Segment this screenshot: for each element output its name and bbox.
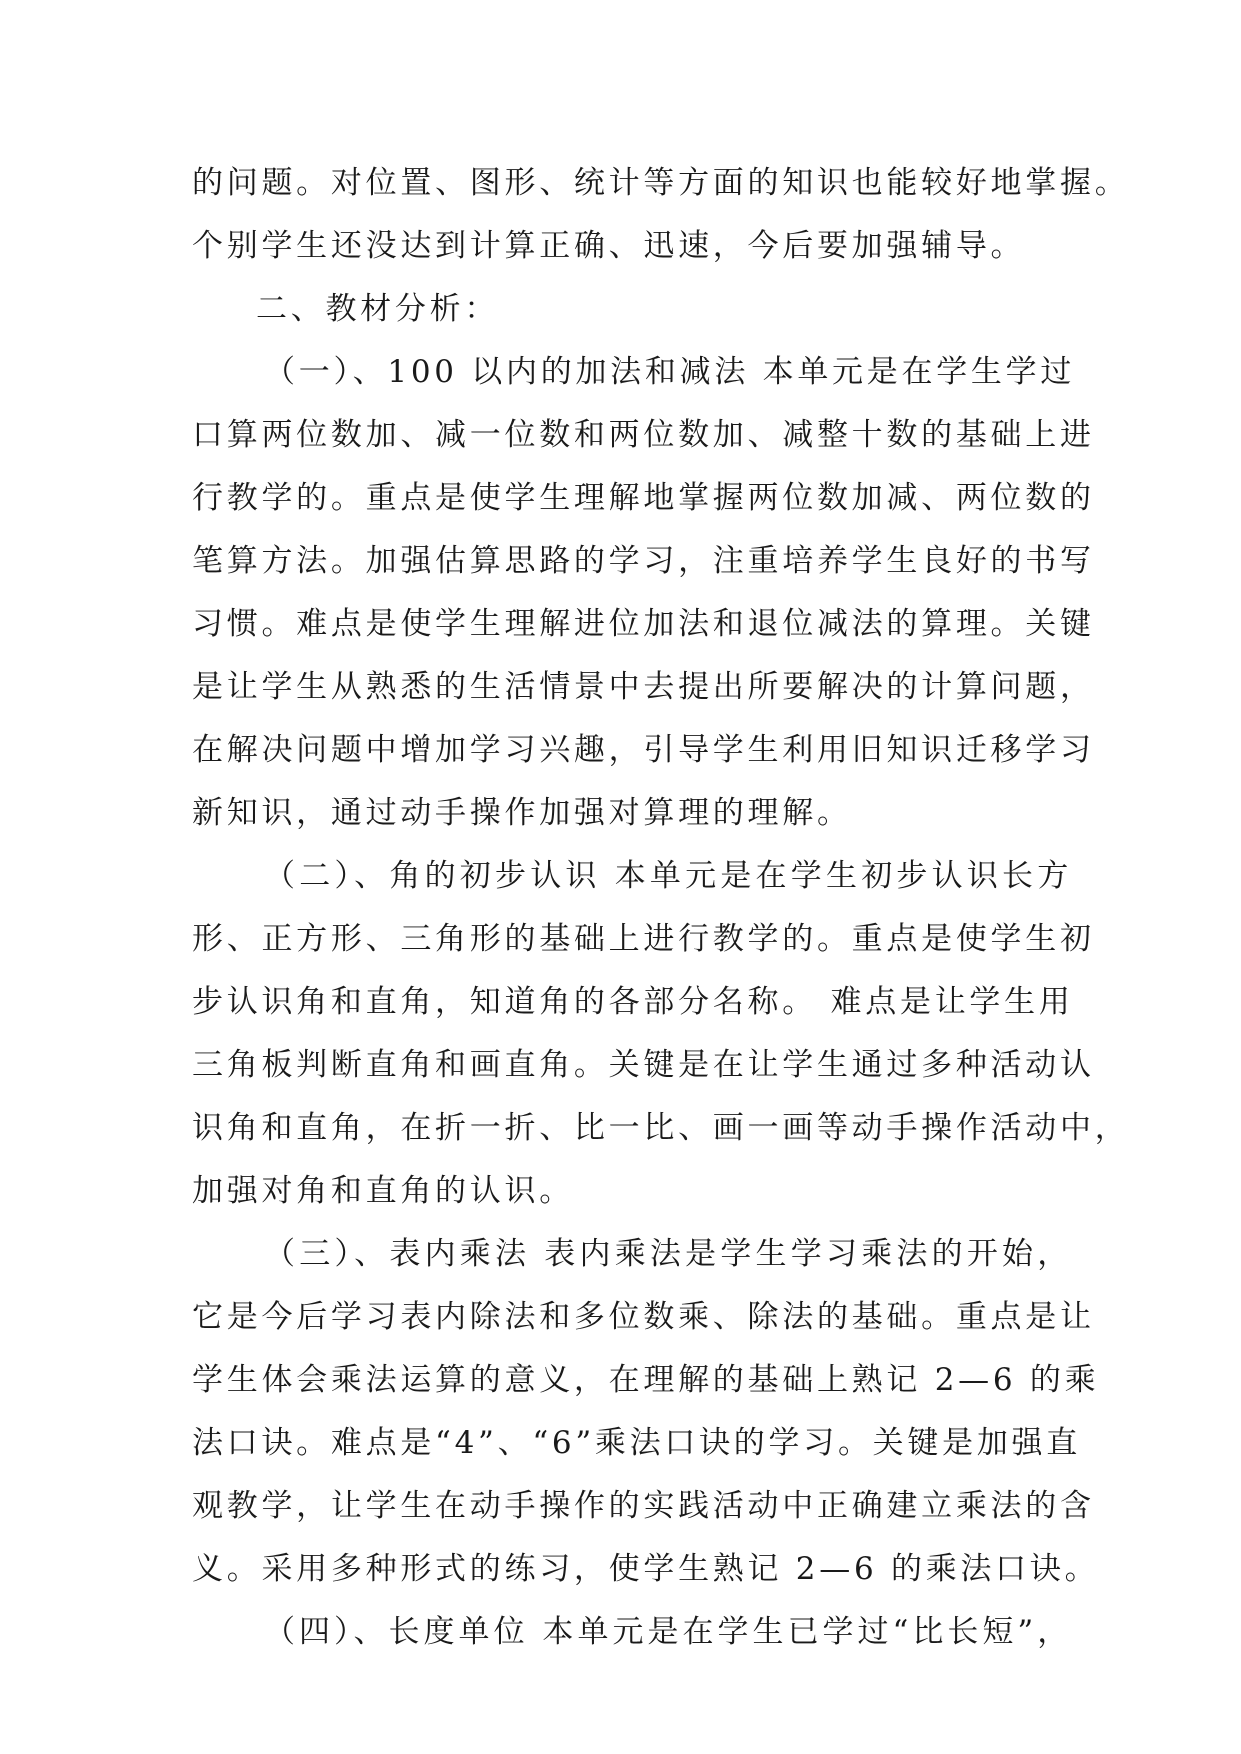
- text-line: 形、正方形、三角形的基础上进行教学的。重点是使学生初: [192, 921, 1095, 957]
- section-heading: 二、教材分析：: [256, 291, 500, 327]
- text-line: 习惯。难点是使学生理解进位加法和退位减法的算理。关键: [192, 606, 1095, 642]
- text-line: 在解决问题中增加学习兴趣，引导学生利用旧知识迁移学习: [192, 732, 1095, 768]
- subsection-heading: （四）、长度单位 本单元是在学生已学过“比长短”，: [264, 1614, 1072, 1650]
- text-line: 个别学生还没达到计算正确、迅速，今后要加强辅导。: [192, 228, 1026, 264]
- subsection-heading: （二）、角的初步认识 本单元是在学生初步认识长方: [264, 858, 1072, 894]
- subsection-heading: （一）、100 以内的加法和减法 本单元是在学生学过: [264, 354, 1076, 390]
- text-line: 三角板判断直角和画直角。关键是在让学生通过多种活动认: [192, 1047, 1095, 1083]
- text-line: 的问题。对位置、图形、统计等方面的知识也能较好地掌握。: [192, 165, 1130, 201]
- document-body: [192, 152, 1130, 1664]
- text-line: 是让学生从熟悉的生活情景中去提出所要解决的计算问题，: [192, 669, 1095, 705]
- text-line: 义。采用多种形式的练习，使学生熟记 2—6 的乘法口诀。: [192, 1551, 1100, 1587]
- text-line: 加强对角和直角的认识。: [192, 1173, 574, 1209]
- text-line: 它是今后学习表内除法和多位数乘、除法的基础。重点是让: [192, 1299, 1095, 1335]
- text-line: 口算两位数加、减一位数和两位数加、减整十数的基础上进: [192, 417, 1095, 453]
- text-line: 识角和直角，在折一折、比一比、画一画等动手操作活动中，: [192, 1110, 1130, 1146]
- text-line: 法口诀。难点是“4”、“6”乘法口诀的学习。关键是加强直: [192, 1425, 1081, 1461]
- text-line: 行教学的。重点是使学生理解地掌握两位数加减、两位数的: [192, 480, 1095, 516]
- text-line: 观教学，让学生在动手操作的实践活动中正确建立乘法的含: [192, 1488, 1095, 1524]
- text-line: 新知识，通过动手操作加强对算理的理解。: [192, 795, 852, 831]
- text-line: 笔算方法。加强估算思路的学习，注重培养学生良好的书写: [192, 543, 1095, 579]
- text-line: 步认识角和直角，知道角的各部分名称。 难点是让学生用: [192, 984, 1074, 1020]
- subsection-heading: （三）、表内乘法 表内乘法是学生学习乘法的开始，: [264, 1236, 1072, 1272]
- text-line: 学生体会乘法运算的意义，在理解的基础上熟记 2—6 的乘: [192, 1362, 1100, 1398]
